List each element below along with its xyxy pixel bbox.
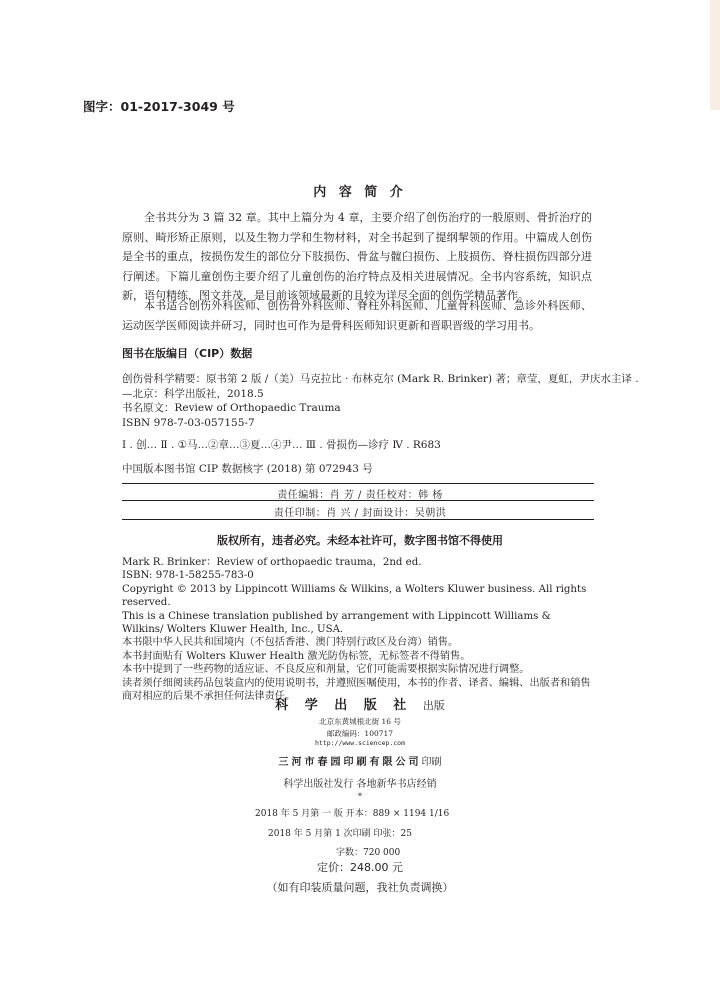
note-line: 本书封面贴有 Wolters Kluwer Health 激光防伪标签，无标签者不得销售。 — [122, 650, 471, 662]
separator-star: * — [358, 792, 362, 801]
cip-line: —北京：科学出版社，2018.5 — [122, 387, 264, 400]
staff-line-editors: 责任编辑：肖 芳 / 责任校对：韩 杨 — [277, 490, 443, 501]
word-count: 字数：720 000 — [336, 848, 401, 858]
divider — [122, 519, 594, 520]
note-line: Copyright © 2013 by Lippincott Williams & Wilkins, a Wolters Kluwer business. All rights reserved. — [122, 583, 587, 609]
distribution-line: 科学出版社发行 各地新华书店经销 — [283, 779, 437, 790]
cip-heading: 图书在版编目（CIP）数据 — [122, 347, 253, 360]
printer-suffix: 印刷 — [421, 757, 442, 768]
note-line: 本书中提到了一些药物的适应证、不良反应和剂量，它们可能需要根据实际情况进行调整。 — [122, 664, 530, 676]
note-line: 本书限中华人民共和国境内（不包括香港、澳门特别行政区及台湾）销售。 — [122, 637, 459, 649]
copyright-registration: 图字：01-2017-3049 号 — [83, 99, 235, 114]
publisher-name — [0, 694, 720, 713]
cip-line: ISBN 978-7-03-057155-7 — [122, 416, 255, 429]
note-line: ISBN: 978-1-58255-783-0 — [122, 570, 254, 582]
cip-check-number: 中国版本图书馆 CIP 数据核字 (2018) 第 072943 号 — [122, 463, 373, 475]
note-line: Mark R. Brinker：Review of orthopaedic trauma，2nd ed. — [122, 557, 422, 568]
price: 定价：248.00 元 — [317, 861, 403, 874]
summary-paragraph-1: 全书共分为 3 篇 32 章。其中上篇分为 4 章，主要介绍了创伤治疗的一般原则、骨折治疗的原则、畸形矫正原则，以及生物力学和生物材料，对全书起到了提纲挈领的作用。中篇成人创伤是全书的重点，按损伤发生的部位分下肢损伤、骨盆与髋臼损伤、上肢损伤、脊柱损伤四部分进行阐述。下篇儿童创伤主要介绍了儿童创伤的治疗特点及相关进展情况。全书内容系统，知识点新，语句精练，图文并茂，是目前该领域最新的且较为详尽全面的创伤学精品著作。 — [122, 211, 592, 302]
divider — [122, 483, 594, 484]
divider — [122, 500, 594, 501]
note-line: This is a Chinese translation published by arrangement with Lippincott Williams & Wilkins/ Wolters Kluwer Health, Inc., USA. — [122, 610, 551, 636]
page-edge — [710, 0, 720, 110]
printer-name — [0, 753, 720, 768]
staff-line-production: 责任印制：肖 兴 / 封面设计：吴朝洪 — [273, 508, 447, 519]
license-notes — [122, 556, 594, 703]
publisher-suffix: 出版 — [422, 699, 445, 712]
publisher-website: http://www.sciencep.com — [314, 739, 405, 747]
rights-notice: 版权所有，违者必究。未经本社许可，数字图书馆不得使用 — [217, 534, 503, 547]
summary-paragraph-2: 本书适合创伤外科医师、创伤骨外科医师、脊柱外科医师、儿童骨科医师、急诊外科医师、运动医学医师阅读并研习，同时也可作为是骨科医师知识更新和晋职晋级的学习用书。 — [122, 299, 592, 332]
publisher-postcode: 邮政编码：100717 — [326, 729, 394, 738]
printer-logo-text: 三河市春园印刷有限公司 — [278, 757, 422, 768]
cip-line: 书名原文：Review of Orthopaedic Trauma — [122, 402, 341, 414]
publisher-address: 北京东黄城根北街 16 号 — [319, 717, 401, 726]
cip-classification: Ⅰ . 创… Ⅱ . ①马…②章…③夏…④尹… Ⅲ . 骨损伤—诊疗 Ⅳ . R683 — [122, 439, 441, 451]
note-line: 读者须仔细阅读药品包装盒内的使用说明书，并遵照医嘱使用，本书的作者、译者、编辑、出版者和销售商对相应的后果不承担任何法律责任。 — [122, 677, 591, 703]
cip-record — [122, 372, 639, 430]
edition-line: 2018 年 5 月第 一 版 开本：889 × 1194 1/16 — [255, 809, 450, 819]
quality-notice: （如有印装质量问题，我社负责调换） — [266, 881, 454, 894]
publisher-logo-text: 科 学 出 版 社 — [275, 698, 413, 713]
printing-line: 2018 年 5 月第 1 次印刷 印张：25 — [268, 829, 412, 839]
summary-title: 内 容 简 介 — [313, 185, 407, 200]
cip-line: 创伤骨科学精要：原书第 2 版 /（美）马克拉比 · 布林克尔 (Mark R. Brinker) 著；章莹，夏虹，尹庆水主译 . — [122, 373, 639, 385]
